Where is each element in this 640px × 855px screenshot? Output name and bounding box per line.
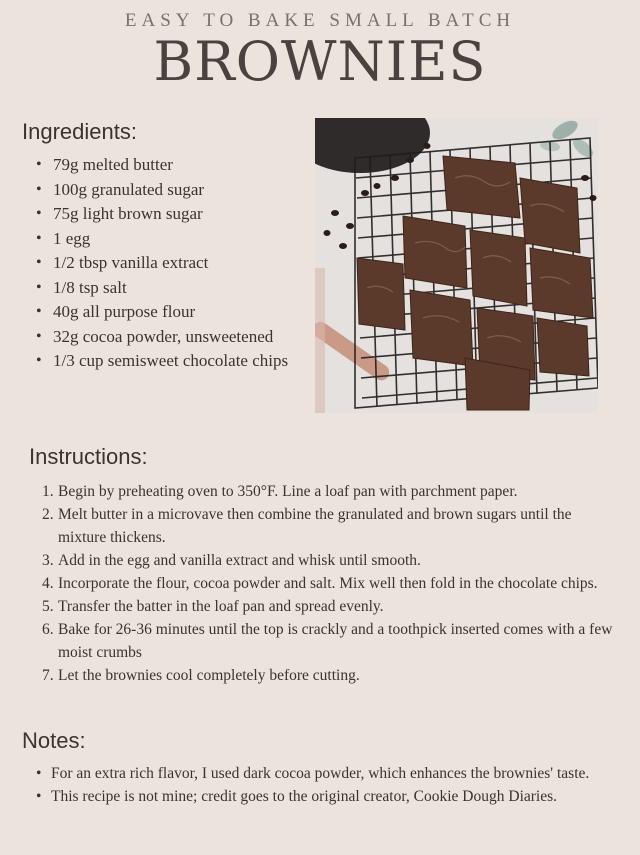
ingredient-item: • 32g cocoa powder, unsweetened — [36, 325, 316, 350]
instruction-step — [42, 572, 622, 595]
step-text: Melt butter in a microvave then combine the granulated and brown sugars until the mixture thickens. — [58, 506, 572, 546]
instruction-step — [42, 664, 622, 687]
step-number: 3. — [42, 552, 54, 569]
note-item: • For an extra rich flavor, I used dark cocoa powder, which enhances the brownies' taste. — [36, 762, 626, 785]
instruction-step — [42, 549, 622, 572]
step-text: Transfer the batter in the loaf pan and spread evenly. — [58, 598, 384, 615]
step-text: Bake for 26-36 minutes until the top is crackly and a toothpick inserted comes with a few moist crumbs — [58, 621, 613, 661]
step-text: Add in the egg and vanilla extract and whisk until smooth. — [58, 552, 421, 569]
step-number: 6. — [42, 621, 54, 638]
step-number: 2. — [42, 506, 54, 523]
step-number: 4. — [42, 575, 54, 592]
ingredients-heading: Ingredients: — [22, 119, 137, 144]
notes-heading: Notes: — [22, 728, 86, 753]
ingredients-list — [36, 153, 316, 374]
step-number: 5. — [42, 598, 54, 615]
note-item: • This recipe is not mine; credit goes to the original creator, Cookie Dough Diaries. — [36, 785, 626, 808]
ingredient-item: • 1/8 tsp salt — [36, 276, 316, 301]
ingredient-item: • 1/2 tbsp vanilla extract — [36, 251, 316, 276]
step-number: 1. — [42, 483, 54, 500]
ingredient-item: • 79g melted butter — [36, 153, 316, 178]
brownie-photo — [315, 118, 598, 413]
step-text: Let the brownies cool completely before cutting. — [58, 667, 360, 684]
page-kicker: EASY TO BAKE SMALL BATCH — [124, 10, 516, 31]
instruction-step — [42, 618, 622, 664]
instructions-heading: Instructions: — [29, 444, 148, 469]
ingredient-item: • 1 egg — [36, 227, 316, 252]
ingredient-item: • 40g all purpose flour — [36, 300, 316, 325]
step-text: Incorporate the flour, cocoa powder and salt. Mix well then fold in the chocolate chips. — [58, 575, 598, 592]
step-number: 7. — [42, 667, 54, 684]
instruction-step — [42, 503, 622, 549]
instruction-step — [42, 480, 622, 503]
instructions-list — [42, 480, 622, 687]
instruction-step — [42, 595, 622, 618]
ingredient-item: • 100g granulated sugar — [36, 178, 316, 203]
page-title: BROWNIES — [153, 30, 487, 93]
ingredient-item: • 75g light brown sugar — [36, 202, 316, 227]
ingredient-item: • 1/3 cup semisweet chocolate chips — [36, 349, 316, 374]
brownie-photo-illustration — [315, 118, 598, 413]
notes-list — [36, 762, 626, 808]
step-text: Begin by preheating oven to 350°F. Line a loaf pan with parchment paper. — [58, 483, 518, 500]
